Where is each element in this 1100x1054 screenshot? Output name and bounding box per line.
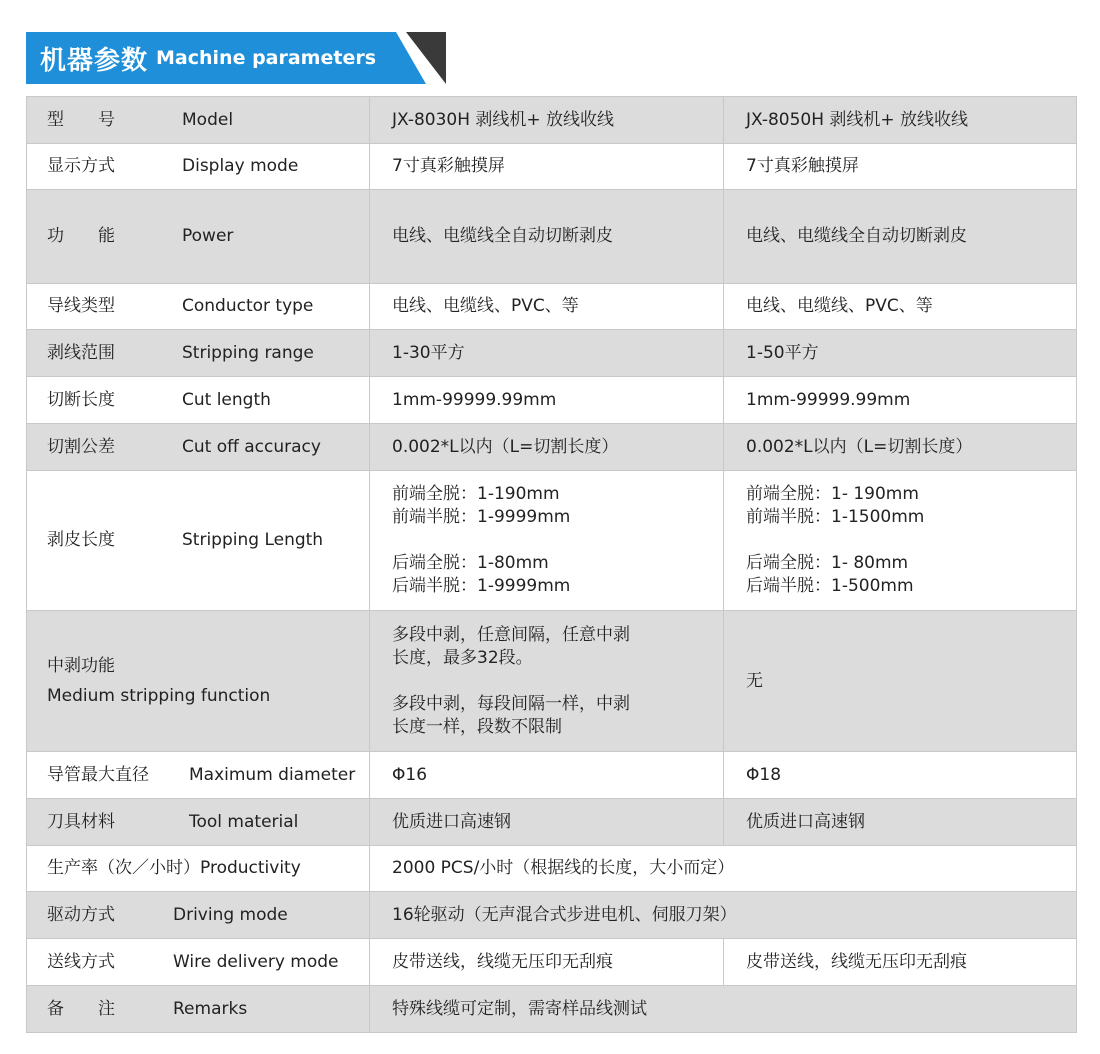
value-line: 前端全脱：1- 190mm: [746, 484, 919, 504]
row-label: [27, 190, 370, 284]
row-label: [27, 97, 370, 144]
table-row: [27, 752, 1077, 799]
value-line: 前端半脱：1-1500mm: [746, 507, 925, 527]
table-row: [27, 144, 1077, 190]
value-cell: 特殊线缆可定制，需寄样品线测试: [370, 986, 1077, 1033]
label-en: Stripping Length: [182, 530, 324, 550]
value-cell: JX-8050H 剥线机+ 放线收线: [724, 97, 1077, 144]
row-label: [27, 611, 370, 752]
label-en: Remarks: [173, 998, 248, 1019]
value-line: 后端全脱：1- 80mm: [746, 553, 909, 573]
value-cell: Φ18: [724, 752, 1077, 799]
label-en: Cut length: [182, 389, 271, 410]
table-row: [27, 424, 1077, 471]
value-line: 多段中剥，任意间隔，任意中剥: [392, 624, 630, 645]
value-cell: 0.002*L以内（L=切割长度）: [370, 424, 724, 471]
table-row: [27, 799, 1077, 846]
row-label: [27, 144, 370, 190]
row-label: [27, 284, 370, 330]
value-cell: 电线、电缆线、PVC、等: [724, 284, 1077, 330]
value-cell: [370, 471, 724, 611]
value-cell: 1-30平方: [370, 330, 724, 377]
label-cn: 刀具材料: [47, 811, 115, 832]
label-en: Cut off accuracy: [182, 436, 321, 457]
row-label: [27, 424, 370, 471]
value-cell: 优质进口高速钢: [724, 799, 1077, 846]
table-row: [27, 284, 1077, 330]
value-cell: 7寸真彩触摸屏: [370, 144, 724, 190]
value-line: 多段中剥，每段间隔一样，中剥: [392, 693, 630, 714]
value-cell: JX-8030H 剥线机+ 放线收线: [370, 97, 724, 144]
value-cell: 7寸真彩触摸屏: [724, 144, 1077, 190]
row-label: [27, 846, 370, 892]
value-cell: 0.002*L以内（L=切割长度）: [724, 424, 1077, 471]
label-en: Wire delivery mode: [173, 951, 339, 972]
label-cn: 功 能: [47, 226, 115, 246]
value-line: 后端半脱：1-500mm: [746, 576, 914, 596]
table-row: [27, 892, 1077, 939]
value-cell: 2000 PCS/小时（根据线的长度，大小而定）: [370, 846, 1077, 892]
table-row: [27, 939, 1077, 986]
label-cn: 中剥功能: [47, 656, 115, 676]
label-en: Display mode: [182, 156, 299, 176]
section-title-en: Machine parameters: [156, 47, 377, 69]
table-row: [27, 330, 1077, 377]
table-row: [27, 986, 1077, 1033]
label-en: Model: [182, 109, 234, 130]
label-cn: 送线方式: [47, 951, 115, 972]
label-en: Maximum diameter: [189, 764, 356, 785]
value-cell: 优质进口高速钢: [370, 799, 724, 846]
table-row: [27, 846, 1077, 892]
table-row: [27, 97, 1077, 144]
value-line: 长度，最多32段。: [392, 647, 533, 668]
value-cell: 电线、电缆线全自动切断剥皮: [724, 190, 1077, 284]
value-cell: Φ16: [370, 752, 724, 799]
label-en: Power: [182, 226, 234, 246]
value-cell: 电线、电缆线全自动切断剥皮: [370, 190, 724, 284]
label-cn: 备 注: [47, 998, 115, 1019]
value-cell: [370, 611, 724, 752]
label-en: Medium stripping function: [47, 686, 271, 706]
value-line: 长度一样，段数不限制: [392, 716, 562, 737]
table-row: [27, 190, 1077, 284]
value-cell: 无: [724, 611, 1077, 752]
value-cell: 1-50平方: [724, 330, 1077, 377]
section-title-cn: 机器参数: [40, 45, 149, 76]
row-label: [27, 752, 370, 799]
value-cell: 皮带送线，线缆无压印无刮痕: [370, 939, 724, 986]
label-cn: 切割公差: [47, 436, 115, 457]
label-cn: 剥线范围: [47, 342, 115, 363]
label-cn: 生产率（次／小时）: [47, 858, 200, 878]
row-label: [27, 799, 370, 846]
row-label: [27, 330, 370, 377]
row-label: [27, 939, 370, 986]
table-row: [27, 611, 1077, 752]
row-label: [27, 986, 370, 1033]
table-row: [27, 377, 1077, 424]
value-line: 后端全脱：1-80mm: [392, 553, 549, 573]
row-label: [27, 377, 370, 424]
label-cn: 显示方式: [47, 156, 115, 176]
value-cell: [724, 471, 1077, 611]
table-row: [27, 471, 1077, 611]
label-en: Tool material: [189, 811, 299, 832]
label-cn: 驱动方式: [47, 904, 115, 925]
value-cell: 1mm-99999.99mm: [724, 377, 1077, 424]
label-cn: 剥皮长度: [47, 530, 115, 550]
label-en: Driving mode: [173, 904, 288, 925]
section-header: [26, 32, 446, 84]
value-line: 后端半脱：1-9999mm: [392, 576, 571, 596]
label-cn: 导线类型: [47, 296, 115, 316]
label-cn: 导管最大直径: [47, 764, 149, 785]
value-line: 前端全脱：1-190mm: [392, 484, 560, 504]
value-cell: 电线、电缆线、PVC、等: [370, 284, 724, 330]
value-line: 前端半脱：1-9999mm: [392, 507, 571, 527]
label-en: Conductor type: [182, 296, 314, 316]
label-en: Stripping range: [182, 342, 314, 363]
row-label: [27, 471, 370, 611]
value-cell: 16轮驱动（无声混合式步进电机、伺服刀架）: [370, 892, 1077, 939]
spec-table: [26, 96, 1077, 1033]
row-label: [27, 892, 370, 939]
label-en: Productivity: [200, 858, 301, 878]
value-cell: 1mm-99999.99mm: [370, 377, 724, 424]
value-cell: 皮带送线，线缆无压印无刮痕: [724, 939, 1077, 986]
label-cn: 型 号: [47, 109, 115, 130]
label-cn: 切断长度: [47, 389, 115, 410]
